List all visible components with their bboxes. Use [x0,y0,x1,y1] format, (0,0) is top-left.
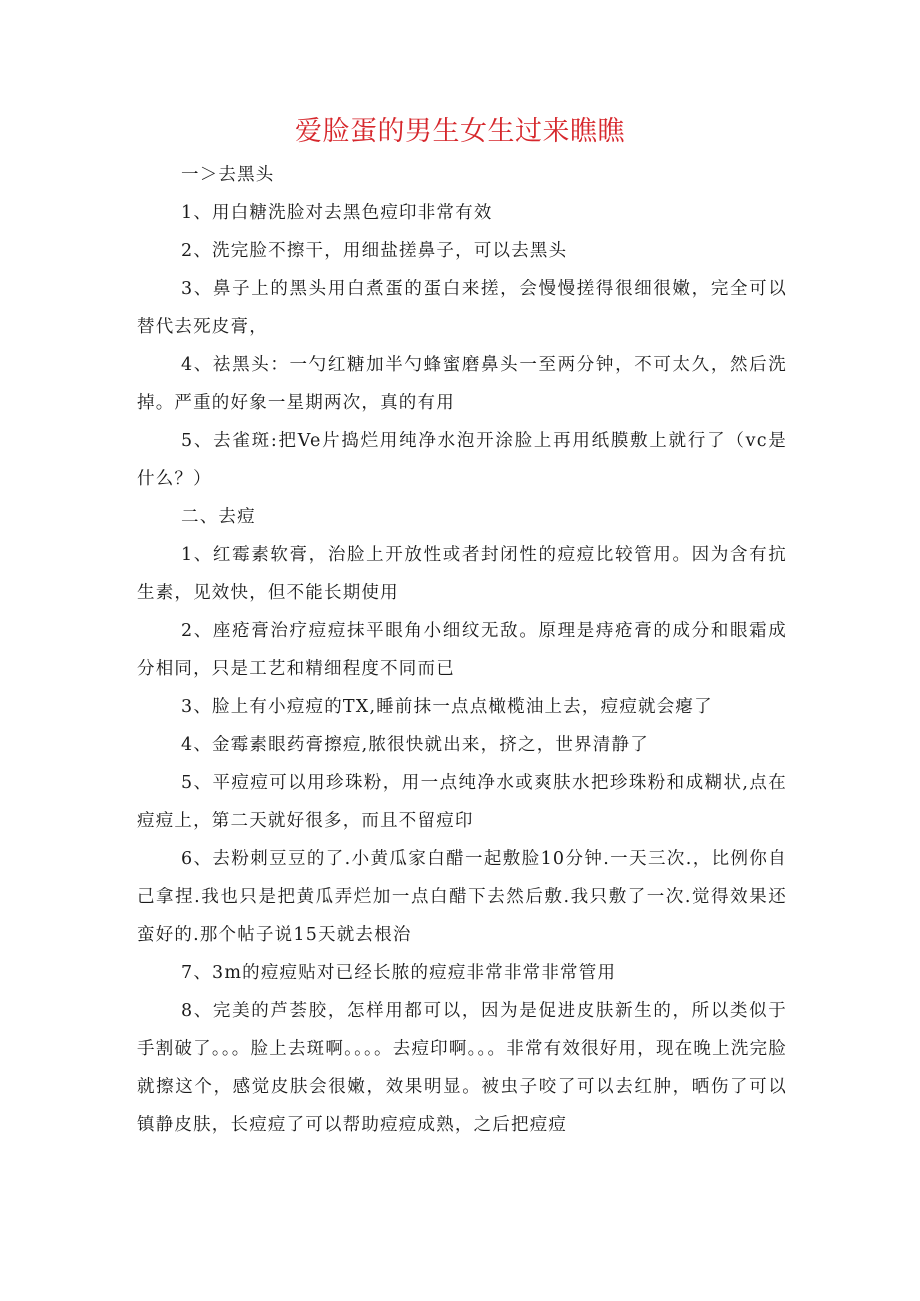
paragraph: 4、祛黑头：一勺红糖加半勺蜂蜜磨鼻头一至两分钟，不可太久，然后洗掉。严重的好象一星期两次，真的有用 [137,355,787,413]
paragraph: 7、3m的痘痘贴对已经长脓的痘痘非常非常非常管用 [181,963,617,983]
paragraph: 5、平痘痘可以用珍珠粉，用一点纯净水或爽肤水把珍珠粉和成糊状,点在痘痘上，第二天就好很多，而且不留痘印 [137,773,787,831]
document-title: 爱脸蛋的男生女生过来瞧瞧 [295,116,625,147]
paragraph: 3、鼻子上的黑头用白煮蛋的蛋白来搓，会慢慢搓得很细很嫩，完全可以替代去死皮膏， [137,279,787,337]
paragraph: 3、脸上有小痘痘的TX,睡前抹一点点橄榄油上去，痘痘就会瘪了 [181,697,713,717]
paragraph: 4、金霉素眼药膏擦痘,脓很快就出来，挤之，世界清静了 [181,735,649,755]
section-heading-acne: 二、去痘 [181,507,256,527]
paragraph: 1、红霉素软膏，治脸上开放性或者封闭性的痘痘比较管用。因为含有抗生素，见效快，但不能长期使用 [137,545,787,603]
paragraph: 8、完美的芦荟胶，怎样用都可以，因为是促进皮肤新生的，所以类似于手割破了。。。脸上去斑啊。。。。去痘印啊。。。非常有效很好用，现在晚上洗完脸就擦这个，感觉皮肤会很嫩，效果明显。被虫子咬了可以去红肿，晒伤了可以镇静皮肤，长痘痘了可以帮助痘痘成熟，之后把痘痘 [137,1001,787,1135]
paragraph: 6、去粉刺豆豆的了.小黄瓜家白醋一起敷脸10分钟.一天三次.，比例你自己拿捏.我也只是把黄瓜弄烂加一点白醋下去然后敷.我只敷了一次.觉得效果还蛮好的.那个帖子说15天就去根治 [137,849,787,945]
document-body [137,156,787,1144]
paragraph: 1、用白糖洗脸对去黑色痘印非常有效 [181,203,493,223]
section-heading-blackheads: 一＞去黑头 [181,165,275,185]
paragraph: 2、洗完脸不擦干，用细盐搓鼻子，可以去黑头 [181,241,568,261]
paragraph: 2、座疮膏治疗痘痘抹平眼角小细纹无敌。原理是痔疮膏的成分和眼霜成分相同，只是工艺和精细程度不同而已 [137,621,787,679]
paragraph: 5、去雀斑:把Ve片捣烂用纯净水泡开涂脸上再用纸膜敷上就行了（vc是什么？） [137,431,787,489]
